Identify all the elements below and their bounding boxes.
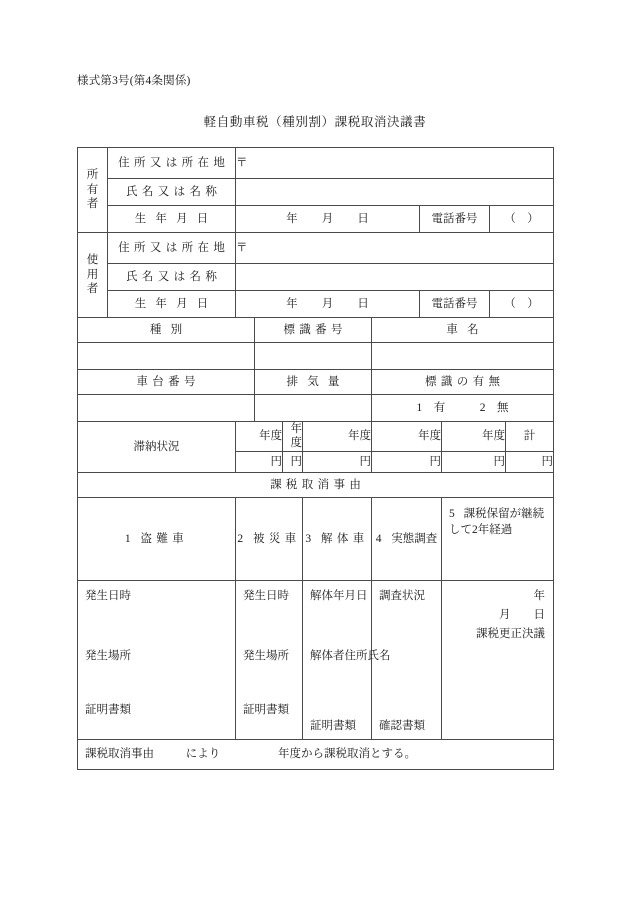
user-birth-value[interactable]: 年 月 日 xyxy=(236,291,420,318)
detail-4-line-1: 調査状況 xyxy=(379,589,425,602)
footer-statement: 年度から課税取消とする。 xyxy=(278,748,416,761)
owner-side-char-1: 所 xyxy=(86,169,99,182)
detail-3-line-3: 証明書類 xyxy=(310,719,356,732)
footer-statement-cell[interactable] xyxy=(78,739,554,769)
owner-birth-label: 生年月日 xyxy=(108,206,236,233)
plate-presence-options[interactable]: 1 有 2 無 xyxy=(372,395,554,422)
delinquency-year-row xyxy=(78,422,554,452)
owner-name-value[interactable] xyxy=(236,179,554,206)
delinquency-year-2[interactable]: 年度 xyxy=(283,422,303,452)
reason-option-5-label: 課税保留が継続して2年経過 xyxy=(449,507,545,537)
reason-option-2[interactable] xyxy=(236,497,303,580)
correction-month-day: 月 日 xyxy=(499,608,545,621)
delinquency-amount-2[interactable]: 円 xyxy=(283,451,303,472)
detail-2-line-3: 証明書類 xyxy=(243,703,289,716)
user-name-value[interactable] xyxy=(236,264,554,291)
correction-resolution-column[interactable] xyxy=(442,580,554,739)
chassis-number-value[interactable] xyxy=(78,395,255,422)
detail-column-1[interactable] xyxy=(78,580,236,739)
user-address-label: 住所又は所在地 xyxy=(108,233,236,264)
owner-address-value[interactable]: 〒 xyxy=(236,148,554,179)
displacement-header: 排気量 xyxy=(255,370,372,395)
user-name-row xyxy=(78,264,554,291)
vehicle-value-row-1 xyxy=(78,343,554,370)
vehicle-type-value[interactable] xyxy=(78,343,255,370)
detail-3-line-2: 解体者住所氏名 xyxy=(310,649,391,662)
vehicle-type-header: 種別 xyxy=(78,318,255,343)
correction-year: 年 xyxy=(533,589,545,602)
delinquency-year-3[interactable]: 年度 xyxy=(303,422,372,452)
footer-by-label: により xyxy=(185,748,221,761)
document-title: 軽自動車税（種別割）課税取消決議書 xyxy=(203,115,427,129)
vehicle-header-row-2 xyxy=(78,370,554,395)
owner-side-char-3: 者 xyxy=(86,198,99,211)
plate-number-value[interactable] xyxy=(255,343,372,370)
cancel-reason-details-row xyxy=(78,580,554,739)
owner-phone-label: 電話番号 xyxy=(420,206,490,233)
user-address-row xyxy=(78,233,554,264)
reason-option-3-num: 3 xyxy=(305,532,312,545)
reason-option-3[interactable] xyxy=(303,497,372,580)
owner-side-label xyxy=(78,148,108,233)
vehicle-header-row-1 xyxy=(78,318,554,343)
user-phone-value[interactable]: （ ） xyxy=(490,291,554,318)
owner-phone-value[interactable]: （ ） xyxy=(490,206,554,233)
owner-side-char-2: 有 xyxy=(86,183,99,196)
user-address-value[interactable]: 〒 xyxy=(236,233,554,264)
delinquency-amount-3[interactable]: 円 xyxy=(303,451,372,472)
plate-number-header: 標識番号 xyxy=(255,318,372,343)
chassis-number-header: 車台番号 xyxy=(78,370,255,395)
owner-address-label: 住所又は所在地 xyxy=(108,148,236,179)
vehicle-name-value[interactable] xyxy=(372,343,554,370)
delinquency-year-4[interactable]: 年度 xyxy=(372,422,442,452)
user-name-label: 氏名又は名称 xyxy=(108,264,236,291)
reason-option-4[interactable] xyxy=(372,497,442,580)
cancel-reason-heading-row xyxy=(78,472,554,497)
detail-column-2[interactable] xyxy=(236,580,303,739)
user-phone-label: 電話番号 xyxy=(420,291,490,318)
form-code: 様式第3号(第4条関係) xyxy=(77,75,191,87)
cancel-reason-heading: 課税取消事由 xyxy=(78,472,554,497)
user-birth-row xyxy=(78,291,554,318)
user-side-char-3: 者 xyxy=(86,283,99,296)
delinquency-amount-total[interactable]: 円 xyxy=(506,451,554,472)
vehicle-name-header: 車名 xyxy=(372,318,554,343)
delinquency-amount-4[interactable]: 円 xyxy=(372,451,442,472)
detail-2-line-2: 発生場所 xyxy=(243,649,289,662)
user-side-label xyxy=(78,233,108,318)
displacement-value[interactable] xyxy=(255,395,372,422)
detail-column-3[interactable] xyxy=(303,580,391,739)
detail-1-line-2: 発生場所 xyxy=(85,649,131,662)
delinquency-total-header: 計 xyxy=(506,422,554,452)
user-birth-label: 生年月日 xyxy=(108,291,236,318)
delinquency-year-1[interactable]: 年度 xyxy=(236,422,283,452)
plate-presence-header: 標識の有無 xyxy=(372,370,554,395)
reason-option-2-label: 被災車 xyxy=(253,532,301,545)
detail-1-line-3: 証明書類 xyxy=(85,703,131,716)
detail-3-line-1: 解体年月日 xyxy=(310,589,368,602)
reason-option-4-num: 4 xyxy=(375,532,382,545)
owner-address-row xyxy=(78,148,554,179)
delinquency-amount-5[interactable]: 円 xyxy=(442,451,506,472)
delinquency-label: 滞納状況 xyxy=(78,422,236,473)
reason-option-5-num: 5 xyxy=(449,507,455,520)
tax-cancellation-form-table xyxy=(77,147,554,770)
detail-4-line-2: 確認書類 xyxy=(379,719,425,732)
owner-name-label: 氏名又は名称 xyxy=(108,179,236,206)
reason-option-1-label: 盗難車 xyxy=(140,532,189,545)
detail-1-line-1: 発生日時 xyxy=(85,589,131,602)
reason-option-1-num: 1 xyxy=(124,532,131,545)
footer-statement-row xyxy=(78,739,554,769)
reason-option-4-label: 実態調査 xyxy=(391,532,438,545)
owner-name-row xyxy=(78,179,554,206)
detail-column-4[interactable] xyxy=(372,580,442,739)
reason-option-1[interactable] xyxy=(78,497,236,580)
user-side-char-2: 用 xyxy=(86,268,99,281)
footer-reason-label: 課税取消事由 xyxy=(85,748,154,761)
cancel-reason-options-row xyxy=(78,497,554,580)
delinquency-amount-1[interactable]: 円 xyxy=(236,451,283,472)
reason-option-2-num: 2 xyxy=(237,532,244,545)
user-side-char-1: 使 xyxy=(86,254,99,267)
owner-birth-value[interactable]: 年 月 日 xyxy=(236,206,420,233)
detail-2-line-1: 発生日時 xyxy=(243,589,289,602)
correction-resolution-label: 課税更正決議 xyxy=(476,627,545,640)
reason-option-3-label: 解体車 xyxy=(321,532,369,545)
delinquency-year-5[interactable]: 年度 xyxy=(442,422,506,452)
owner-birth-row xyxy=(78,206,554,233)
vehicle-value-row-2 xyxy=(78,395,554,422)
reason-option-5[interactable] xyxy=(442,497,554,580)
